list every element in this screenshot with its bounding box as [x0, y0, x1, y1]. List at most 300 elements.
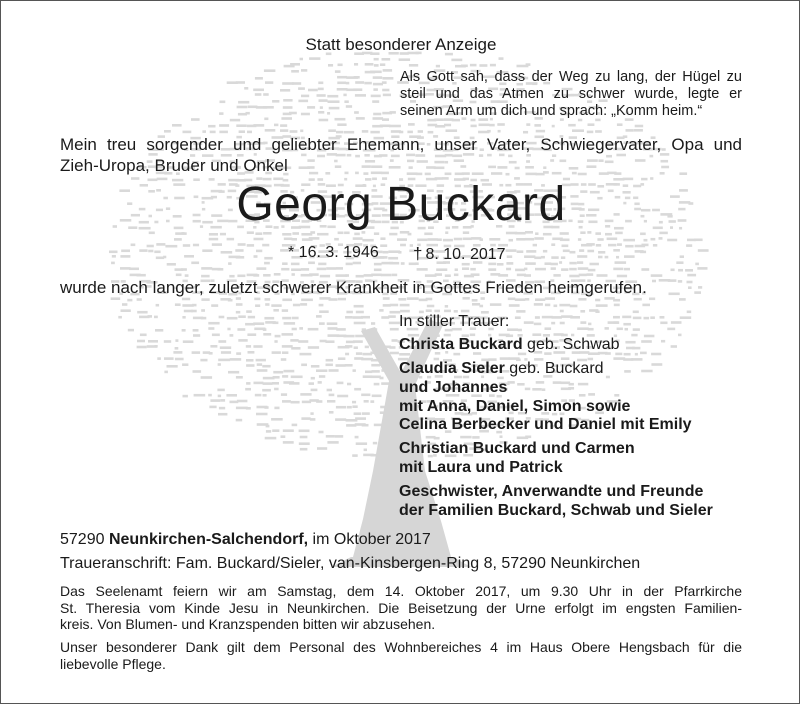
leaf-mark [256, 359, 266, 362]
leaf-mark [263, 106, 274, 109]
leaf-mark [308, 89, 318, 92]
leaf-mark [336, 364, 346, 367]
leaf-mark [246, 407, 251, 410]
leaf-mark [310, 412, 313, 415]
leaf-mark [551, 322, 555, 325]
leaf-mark [389, 125, 401, 128]
cross-symbol: † [413, 244, 423, 263]
leaf-mark [373, 76, 383, 79]
leaf-mark [541, 256, 545, 259]
leaf-mark [499, 57, 504, 60]
leaf-mark [154, 251, 160, 254]
leaf-mark [569, 275, 579, 278]
leaf-mark [595, 310, 599, 313]
leaf-mark [326, 359, 334, 362]
leaf-mark [292, 317, 299, 320]
leaf-mark [454, 238, 462, 241]
leaf-mark [274, 273, 281, 276]
leaf-mark [370, 400, 374, 403]
leaf-mark [343, 94, 346, 97]
leaf-mark [595, 130, 602, 133]
leaf-mark [220, 101, 226, 104]
leaf-mark [686, 244, 692, 247]
mourners-heading: In stiller Trauer: [399, 313, 510, 330]
leaf-mark [154, 345, 157, 348]
leaf-mark [634, 129, 643, 132]
leaf-mark [281, 117, 292, 120]
mourner-name: Christa Buckard [399, 336, 523, 353]
leaf-mark [374, 58, 379, 61]
leaf-mark [301, 69, 307, 72]
leaf-mark [301, 268, 309, 271]
leaf-mark [257, 369, 268, 372]
leaf-mark [568, 387, 574, 390]
leaf-mark [281, 268, 289, 271]
leaf-mark [488, 268, 496, 271]
leaf-mark [545, 327, 552, 330]
leaf-mark [365, 346, 369, 349]
leaf-mark [298, 340, 308, 343]
leaf-mark [651, 238, 656, 241]
leaf-mark [534, 323, 542, 326]
leaf-mark [435, 273, 442, 276]
leaf-mark [559, 261, 562, 264]
leaf-mark [298, 100, 308, 103]
leaf-mark [560, 232, 569, 235]
leaf-mark [282, 262, 288, 265]
leaf-mark [274, 340, 277, 343]
leaf-mark [218, 359, 230, 362]
leaf-mark [353, 237, 363, 240]
leaf-mark [526, 63, 531, 66]
leaf-mark [319, 322, 325, 325]
mourner-name: Claudia Sieler [399, 360, 505, 377]
leaf-mark [327, 400, 335, 403]
leaf-mark [588, 328, 594, 331]
leaf-mark [275, 335, 281, 338]
leaf-mark [308, 328, 319, 331]
leaf-mark [489, 238, 500, 241]
leaf-mark [354, 346, 358, 349]
leaf-mark [245, 388, 251, 391]
leaf-mark [292, 328, 297, 331]
leaf-mark [165, 245, 177, 248]
leaf-mark [695, 263, 699, 266]
deceased-name: Georg Buckard [236, 178, 566, 231]
leaf-mark [409, 64, 418, 67]
leaf-mark [624, 255, 635, 258]
mourner-line [399, 416, 692, 434]
leaf-mark [236, 81, 245, 84]
leaf-mark [220, 346, 231, 349]
leaf-mark [642, 244, 649, 247]
leaf-mark [256, 250, 262, 253]
leaf-mark [352, 401, 356, 404]
leaf-mark [327, 95, 338, 98]
leaf-mark [221, 351, 231, 354]
leaf-mark [470, 268, 476, 271]
leaf-mark [355, 81, 364, 84]
leaf-mark [623, 323, 631, 326]
leaf-mark [356, 117, 365, 120]
leaf-mark [532, 388, 541, 391]
leaf-mark [265, 81, 273, 84]
leaf-mark [264, 69, 276, 72]
mourner-name: und Johannes [399, 379, 508, 396]
leaf-mark [309, 57, 320, 60]
leaf-mark [282, 309, 288, 312]
leaf-mark [307, 106, 315, 109]
leaf-mark [109, 251, 118, 254]
leaf-mark [220, 233, 226, 236]
leaf-mark [389, 346, 395, 349]
leaf-mark [248, 316, 255, 319]
leaf-mark [498, 274, 508, 277]
leaf-mark [398, 298, 406, 301]
leaf-mark [318, 263, 326, 266]
leaf-mark [347, 383, 351, 386]
leaf-mark [373, 113, 381, 116]
leaf-mark [194, 394, 206, 397]
leaf-mark [388, 315, 396, 318]
leaf-mark [320, 106, 323, 109]
leaf-mark [424, 233, 432, 236]
leaf-mark [301, 113, 310, 116]
leaf-mark [182, 316, 185, 319]
leaf-mark [497, 123, 505, 126]
leaf-mark [506, 268, 511, 271]
leaf-mark [563, 250, 570, 253]
leaf-mark [253, 274, 259, 277]
leaf-mark [570, 251, 576, 254]
leaf-mark [238, 315, 246, 318]
leaf-mark [379, 309, 383, 312]
leaf-mark [560, 239, 570, 242]
leaf-mark [219, 112, 223, 115]
leaf-mark [253, 124, 264, 127]
leaf-mark [292, 238, 298, 241]
leaf-mark [617, 275, 627, 278]
leaf-mark [283, 99, 292, 102]
leaf-mark [381, 274, 392, 277]
leaf-mark [208, 394, 212, 397]
leaf-mark [316, 369, 327, 372]
leaf-mark [543, 233, 552, 236]
leaf-mark [264, 262, 270, 265]
leaf-mark [264, 118, 268, 121]
leaf-mark [436, 65, 440, 68]
leaf-mark [283, 441, 294, 444]
leaf-mark [221, 251, 233, 254]
thanks-line: liebevolle Pflege. [60, 655, 166, 672]
leaf-mark [217, 389, 224, 392]
leaf-mark [210, 345, 217, 348]
leaf-mark [542, 316, 553, 319]
leaf-mark [246, 345, 251, 348]
quote-line: Als Gott sah, dass der Weg zu lang, der Hügel zu [400, 69, 742, 85]
leaf-mark [470, 64, 477, 67]
leaf-mark [335, 70, 341, 73]
leaf-mark [372, 100, 379, 103]
leaf-mark [253, 322, 264, 325]
leaf-mark [274, 124, 278, 127]
leaf-mark [337, 82, 346, 85]
leaf-mark [605, 327, 609, 330]
leaf-mark [335, 118, 346, 121]
leaf-mark [553, 381, 562, 384]
leaf-mark [370, 131, 379, 134]
leaf-mark [329, 411, 334, 414]
leaf-mark [257, 363, 262, 366]
leaf-mark [572, 129, 584, 132]
leaf-mark [345, 345, 352, 348]
leaf-mark [175, 347, 179, 350]
leaf-mark [318, 381, 322, 384]
leaf-mark [625, 245, 633, 248]
leaf-mark [587, 273, 594, 276]
leaf-mark [640, 251, 646, 254]
leaf-mark [426, 309, 432, 312]
leaf-mark [218, 363, 221, 366]
leaf-mark [460, 436, 471, 439]
leaf-mark [284, 322, 296, 325]
leaf-mark [182, 304, 193, 307]
leaf-mark [253, 345, 262, 348]
leaf-mark [309, 237, 320, 240]
leaf-mark [400, 244, 406, 247]
leaf-mark [526, 250, 536, 253]
leaf-mark [354, 63, 358, 66]
leaf-mark [300, 448, 308, 451]
leaf-mark [354, 111, 359, 114]
leaf-mark [644, 317, 650, 320]
leaf-mark [327, 389, 332, 392]
intro-text [60, 134, 742, 176]
leaf-mark [319, 431, 324, 434]
leaf-mark [292, 82, 301, 85]
leaf-mark [181, 268, 187, 271]
leaf-mark [553, 274, 560, 277]
leaf-mark [310, 418, 316, 421]
leaf-mark [254, 382, 264, 385]
leaf-mark [265, 129, 276, 132]
leaf-mark [678, 280, 682, 283]
leaf-mark [445, 274, 451, 277]
leaf-mark [597, 238, 603, 241]
leaf-mark [461, 65, 468, 68]
leaf-mark [515, 298, 526, 301]
leaf-mark [264, 317, 274, 320]
leaf-mark [536, 381, 545, 384]
mourner-note: geb. Schwab [522, 336, 620, 353]
leaf-mark [326, 267, 336, 270]
leaf-mark [588, 269, 596, 272]
leaf-mark [262, 389, 271, 392]
leaf-mark [525, 388, 531, 391]
leaf-mark [624, 353, 631, 356]
leaf-mark [569, 268, 577, 271]
leaf-mark [212, 334, 220, 337]
mourner-line [399, 398, 630, 416]
leaf-mark [455, 268, 458, 271]
leaf-mark [608, 244, 616, 247]
leaf-mark [247, 333, 256, 336]
leaf-mark [282, 317, 291, 320]
leaf-mark [327, 441, 338, 444]
leaf-mark [292, 424, 298, 427]
leaf-mark [280, 124, 287, 127]
leaf-mark [372, 370, 380, 373]
leaf-mark [352, 454, 358, 457]
leaf-mark [230, 334, 234, 337]
leaf-mark [210, 399, 220, 402]
leaf-mark [632, 347, 640, 350]
leaf-mark [230, 119, 240, 122]
leaf-mark [192, 351, 201, 354]
mourner-line [399, 336, 620, 354]
leaf-mark [202, 130, 206, 133]
leaf-mark [633, 317, 642, 320]
leaf-mark [284, 370, 295, 373]
leaf-mark [671, 321, 682, 324]
leaf-mark [624, 370, 631, 373]
leaf-mark [356, 442, 367, 445]
leaf-mark [263, 382, 273, 385]
leaf-mark [353, 262, 361, 265]
leaf-mark [606, 376, 610, 379]
leaf-mark [353, 369, 356, 372]
leaf-mark [289, 382, 300, 385]
leaf-mark [183, 131, 192, 134]
leaf-mark [408, 233, 412, 236]
leaf-mark [328, 327, 338, 330]
leaf-mark [193, 244, 199, 247]
leaf-mark [175, 303, 181, 306]
leaf-mark [299, 430, 310, 433]
leaf-mark [246, 382, 250, 385]
leaf-mark [317, 94, 326, 97]
leaf-mark [390, 304, 399, 307]
leaf-mark [389, 233, 397, 236]
mourner-line [399, 502, 713, 520]
leaf-mark [545, 262, 552, 265]
leaf-mark [694, 291, 701, 294]
leaf-mark [380, 125, 391, 128]
leaf-mark [337, 88, 348, 91]
leaf-mark [335, 418, 346, 421]
leaf-mark [617, 123, 623, 126]
leaf-mark [651, 274, 663, 277]
leaf-mark [182, 298, 190, 301]
leaf-mark [246, 359, 254, 362]
leaf-mark [336, 131, 343, 134]
leaf-mark [265, 303, 269, 306]
leaf-mark [320, 275, 330, 278]
leaf-mark [542, 388, 546, 391]
leaf-mark [365, 63, 374, 66]
leaf-mark [661, 340, 665, 343]
leaf-mark [265, 298, 271, 301]
leaf-mark [131, 244, 136, 247]
leaf-mark [137, 274, 146, 277]
leaf-mark [480, 238, 484, 241]
leaf-mark [667, 239, 677, 242]
leaf-mark [156, 304, 160, 307]
leaf-mark [371, 364, 380, 367]
leaf-mark [687, 281, 693, 284]
leaf-mark [463, 238, 472, 241]
leaf-mark [263, 394, 267, 397]
leaf-mark [298, 87, 305, 90]
leaf-mark [390, 352, 399, 355]
leaf-mark [175, 339, 178, 342]
leaf-mark [479, 305, 483, 308]
leaf-mark [353, 88, 362, 91]
leaf-mark [283, 429, 294, 432]
leaf-mark [338, 357, 346, 360]
leaf-mark [535, 316, 540, 319]
leaf-mark [625, 341, 635, 344]
leaf-mark [370, 376, 381, 379]
leaf-mark [536, 130, 545, 133]
leaf-mark [301, 417, 310, 420]
leaf-mark [266, 425, 270, 428]
leaf-mark [184, 255, 194, 258]
leaf-mark [685, 269, 693, 272]
leaf-mark [354, 233, 360, 236]
leaf-mark [236, 303, 243, 306]
leaf-mark [219, 407, 225, 410]
leaf-mark [577, 255, 587, 258]
leaf-mark [362, 424, 369, 427]
leaf-mark [580, 310, 585, 313]
leaf-mark [208, 322, 219, 325]
leaf-mark [579, 274, 587, 277]
leaf-mark [292, 232, 299, 235]
leaf-mark [121, 250, 130, 253]
leaf-mark [319, 99, 328, 102]
leaf-mark [164, 340, 171, 343]
zip-code: 57290 [60, 531, 109, 548]
leaf-mark [164, 130, 171, 133]
leaf-mark [127, 299, 132, 302]
leaf-mark [346, 105, 352, 108]
leaf-mark [337, 382, 344, 385]
leaf-mark [281, 358, 287, 361]
leaf-mark [230, 358, 242, 361]
leaf-mark [588, 323, 591, 326]
leaf-mark [650, 316, 655, 319]
leaf-mark [613, 268, 623, 271]
leaf-mark [613, 316, 620, 319]
leaf-mark [300, 353, 312, 356]
leaf-mark [148, 315, 153, 318]
leaf-mark [509, 304, 520, 307]
leaf-mark [617, 328, 623, 331]
leaf-mark [264, 406, 268, 409]
leaf-mark [157, 357, 161, 360]
leaf-mark [290, 63, 300, 66]
leaf-mark [262, 244, 269, 247]
leaf-mark [164, 371, 168, 374]
leaf-mark [382, 77, 393, 80]
leaf-mark [301, 95, 309, 98]
leaf-mark [383, 69, 393, 72]
leaf-mark [568, 124, 576, 127]
leaf-mark [346, 82, 350, 85]
leaf-mark [472, 436, 479, 439]
leaf-mark [545, 304, 550, 307]
